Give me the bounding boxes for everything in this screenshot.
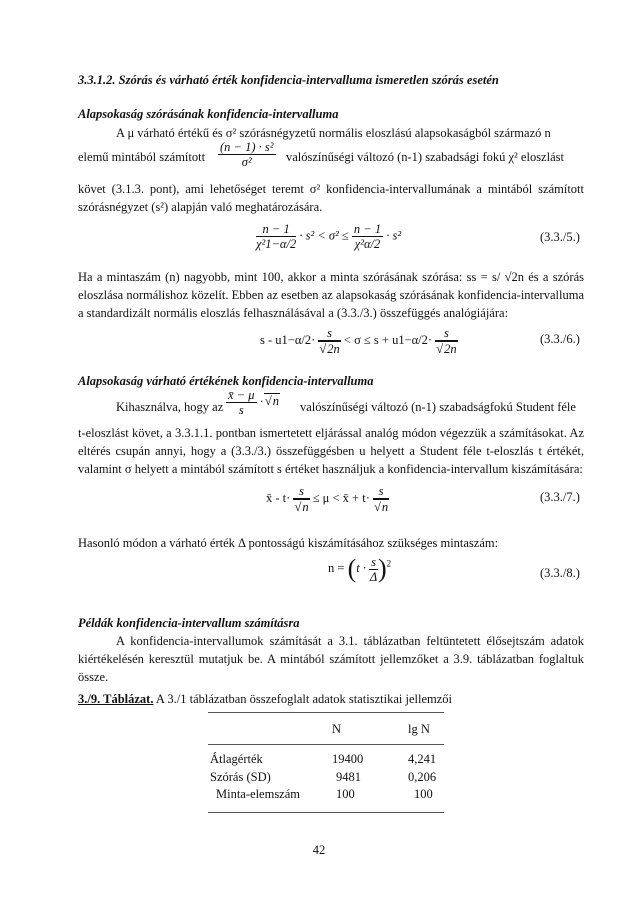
- fraction-numerator: s: [373, 484, 389, 499]
- sqrt-term: √ n: [293, 499, 309, 514]
- paragraph-line: A μ várható értékű és σ² szórásnégyzetű normális eloszlású alapsokaságból származó n: [116, 126, 551, 140]
- paragraph: Ha a mintaszám (n) nagyobb, mint 100, akkor a minta szórásának szórása: ss = s/ √2n és a szórás eloszlása normálishoz közelít. Ebben az esetben az alapsokaság szórásának konfidencia-intervalluma a standardizált normális eloszlás felhasználásával a (3.3./3.) összefüggés analógiájára:: [78, 270, 584, 320]
- table-cell: 9481: [336, 770, 361, 784]
- subsection-title-examples: Példák konfidencia-intervallum számításra: [78, 616, 300, 630]
- paragraph-line: elemű mintából számított: [78, 150, 206, 164]
- paragraph-line: Kihasználva, hogy az: [116, 400, 224, 414]
- fraction-denominator: Δ: [369, 569, 378, 584]
- equation-3-3-7: [266, 484, 389, 514]
- table-cell: Minta-elemszám: [216, 787, 300, 801]
- table-rule-bottom: [208, 812, 444, 813]
- equation-part: x̄ - t·: [266, 490, 291, 505]
- fraction-numerator: (n − 1) · s²: [220, 140, 274, 154]
- equation-part: s - u1−α/2·: [260, 332, 316, 347]
- table-cell: Átlagérték: [210, 752, 263, 766]
- paragraph: t-eloszlást követ, a 3.3.1.1. pontban ismertetett eljárással analóg módon végezzük a számításokat. Az eltérés csupán annyi, hogy a (3.3./3.) összefüggésben u helyett a Student féle t-eloszlás t értékét, valamint σ helyett a mintából számított s értéket használjuk a konfidencia-intervallum kiszámítására:: [78, 426, 584, 476]
- table-cell: 100: [336, 787, 355, 801]
- fraction-numerator: n − 1: [353, 222, 382, 236]
- table-header-cell: lg N: [408, 722, 430, 736]
- table-caption-text: A 3./1 táblázatban összefoglalt adatok statisztikai jellemzői: [153, 692, 453, 706]
- section-title: 3.3.1.2. Szórás és várható érték konfidencia-intervalluma ismeretlen szórás esetén: [78, 73, 499, 87]
- equation-t: t ·: [356, 560, 366, 575]
- table-cell: 4,241: [408, 752, 437, 766]
- table-rule-top: [208, 712, 444, 713]
- subsection-title-mean: Alapsokaság várható értékének konfidencia-intervalluma: [78, 374, 374, 388]
- table-rule-mid: [208, 744, 444, 745]
- sqrt-term: √ n: [373, 499, 389, 514]
- equation-label: (3.3./5.): [540, 230, 580, 244]
- equation-3-3-5: [256, 222, 401, 251]
- table-cell: 19400: [332, 752, 364, 766]
- fraction-numerator: s: [318, 326, 340, 341]
- paragraph: A konfidencia-intervallumok számítását a 3.1. táblázatban feltüntetett élősejtszám adatok kiértékelésén keresztül mutatjuk be. A mintából számított jellemzőket a 3.9. táblázatban foglaltuk össze.: [78, 634, 584, 684]
- equation-lhs: n =: [328, 560, 345, 575]
- equation-middle: · s² < σ² ≤: [299, 228, 349, 243]
- table-caption: [78, 692, 452, 707]
- sqrt-term: √ 2n: [318, 341, 340, 356]
- subsection-title-variance: Alapsokaság szórásának konfidencia-intervalluma: [78, 107, 339, 121]
- equation-label: (3.3./7.): [540, 490, 580, 504]
- fraction-denominator: χ²1−α/2: [256, 237, 297, 251]
- chi-square-fraction: [218, 140, 276, 169]
- sqrt-term: √ 2n: [435, 341, 457, 356]
- fraction-denominator: s: [238, 403, 244, 417]
- paragraph-line: valószínűségi változó (n-1) szabadságfokú Student féle: [300, 400, 576, 414]
- page-number: 42: [312, 843, 326, 857]
- equation-label: (3.3./8.): [540, 566, 580, 580]
- paragraph: Hasonló módon a várható érték Δ pontosságú kiszámításához szükséges mintaszám:: [78, 536, 499, 550]
- table-cell: Szórás (SD): [210, 770, 271, 784]
- exponent: 2: [386, 558, 392, 569]
- paragraph: követ (3.1.3. pont), ami lehetőséget teremt σ² konfidencia-intervallumának a mintából számított szórásnégyzet (s²) alapján való meghatározására.: [78, 182, 584, 214]
- equation-3-3-6: [260, 326, 458, 356]
- table-header-cell: N: [332, 722, 342, 736]
- fraction-numerator: s: [293, 484, 309, 499]
- equation-3-3-8: n = (t · $\frac{s}{\Delta}$ )$^2$: [328, 554, 392, 584]
- table-caption-label: 3./9. Táblázat.: [78, 692, 154, 706]
- fraction-numerator: s: [371, 554, 376, 569]
- fraction-denominator: σ²: [241, 155, 252, 169]
- equation-label: (3.3./6.): [540, 332, 580, 346]
- fraction-denominator: χ²α/2: [354, 237, 381, 251]
- equation-part: < σ ≤ s + u1−α/2·: [343, 332, 433, 347]
- fraction-numerator: x̄ − μ: [228, 388, 255, 402]
- fraction-numerator: n − 1: [256, 222, 296, 237]
- table-cell: 100: [414, 787, 433, 801]
- student-t-fraction: $\frac{x̄ - \mu}{s}$ ·√ n: [226, 388, 280, 417]
- paragraph-line: valószínűségi változó (n-1) szabadsági fokú χ² eloszlást: [286, 150, 564, 164]
- sqrt-term: √ n: [264, 393, 280, 409]
- equation-part: ≤ μ < x̄ + t·: [312, 490, 370, 505]
- equation-tail: · s²: [386, 228, 402, 243]
- table-cell: 0,206: [408, 770, 437, 784]
- fraction-numerator: s: [435, 326, 457, 341]
